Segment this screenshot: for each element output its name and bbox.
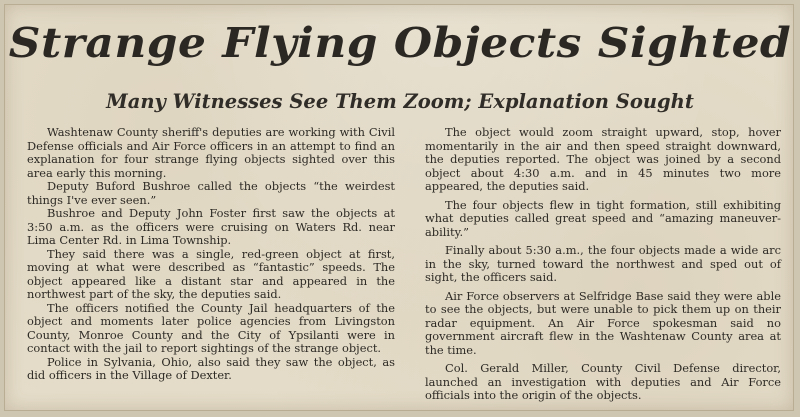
subheadline: Many Witnesses See Them Zoom; Explanation Sought — [106, 90, 694, 113]
article-column-left — [27, 126, 395, 383]
headline: Strange Flying Objects Sighted — [8, 19, 792, 67]
paragraph: The officers notified the County Jail headquarters of the object and moments later police agencies from Livingston County, Monroe County and the City of Ypsilanti were in contact with the jail to report sightings of the strange object. — [27, 300, 395, 355]
paragraph: They said there was a single, red-green object at first, moving at what were described as “fantastic” speeds. The object appeared like a distant star and appeared in the northwest part of the sky, the deputies said. — [27, 246, 395, 301]
paragraph: The object would zoom straight upward, stop, hover momentarily in the air and then speed straight downward, the deputies reported. The object was joined by a second object about 4:30 a.m. and in 45 minutes two more appeared, the deputies said. — [425, 125, 781, 193]
paragraph: Finally about 5:30 a.m., the four objects made a wide arc in the sky, turned toward the northwest and sped out of sight, the officers said. — [425, 243, 781, 284]
paragraph: The four objects flew in tight formation, still exhibiting what deputies called great speed and “amazing maneuver-ability.” — [425, 197, 781, 239]
paragraph: Bushroe and Deputy John Foster first saw the objects at 3:50 a.m. as the officers were cruising on Waters Rd. near Lima Center Rd. in Lima Township. — [27, 206, 395, 247]
paragraph: Col. Gerald Miller, County Civil Defense director, launched an investigation with deputies and Air Force officials into the origin of the objects. — [425, 361, 781, 402]
paragraph: Air Force observers at Selfridge Base said they were able to see the objects, but were unable to pick them up on their radar equipment. An Air Force spokesman said no government aircraft flew in the Washtenaw County area at the time. — [425, 288, 781, 357]
newspaper-clipping — [4, 4, 794, 411]
paragraph: Washtenaw County sheriff's deputies are working with Civil Defense officials and Air Force officers in an attempt to find an explanation for four strange flying objects sighted over this area early this morning. — [27, 125, 395, 180]
paragraph: Police in Sylvania, Ohio, also said they saw the object, as did officers in the Village of Dexter. — [27, 354, 395, 382]
article-column-right — [425, 126, 781, 408]
paragraph: Deputy Buford Bushroe called the objects “the weirdest things I've ever seen.” — [27, 179, 395, 207]
